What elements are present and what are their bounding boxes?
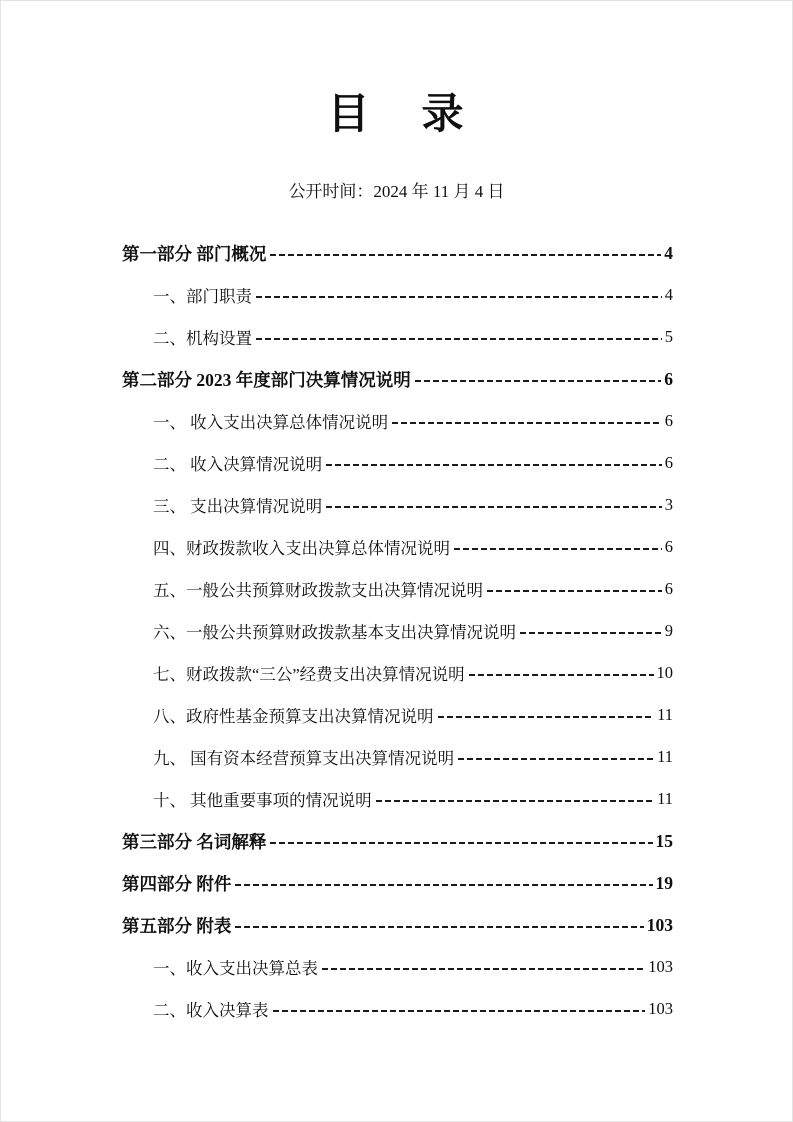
toc-entry-page-number: 103 [648,999,673,1018]
toc-entry [122,442,673,484]
toc-entry-label: 第三部分 名词解释 [122,831,267,852]
toc-entry [122,610,673,652]
toc-entry [122,736,673,778]
toc-entry [122,274,673,316]
dash-leader [415,380,662,382]
toc-entry-label: 二、收入决算表 [153,1001,269,1020]
toc-entry-page-number: 4 [664,285,673,304]
toc-entry [122,358,673,400]
dash-leader [270,254,661,256]
dash-leader [454,548,662,550]
dash-leader [520,632,662,634]
dash-leader [392,422,662,424]
toc-entry [122,400,673,442]
dash-leader [235,884,652,886]
dash-leader [235,926,643,928]
toc-entry [122,568,673,610]
toc-entry-page-number: 19 [655,872,673,893]
dash-leader [469,674,654,676]
toc-entry-label: 第五部分 附表 [122,915,232,936]
toc [122,232,673,1030]
toc-entry-page-number: 6 [664,411,673,430]
dash-leader [256,338,662,340]
dash-leader [458,758,654,760]
toc-entry-label: 第一部分 部门概况 [122,243,267,264]
toc-entry-label: 二、 收入决算情况说明 [153,455,323,474]
toc-entry [122,484,673,526]
toc-entry-label: 九、 国有资本经营预算支出决算情况说明 [153,749,455,768]
dash-leader [438,716,655,718]
toc-entry [122,316,673,358]
toc-entry-label: 二、机构设置 [153,329,252,348]
toc-entry-label: 三、 支出决算情况说明 [153,497,323,516]
dash-leader [270,842,652,844]
toc-entry-label: 一、 收入支出决算总体情况说明 [153,413,389,432]
dash-leader [322,968,645,970]
toc-entry [122,526,673,568]
toc-entry [122,988,673,1030]
toc-entry [122,778,673,820]
toc-entry-label: 十、 其他重要事项的情况说明 [153,791,372,810]
dash-leader [273,1010,646,1012]
toc-entry [122,694,673,736]
toc-entry [122,232,673,274]
toc-entry [122,904,673,946]
toc-entry-page-number: 103 [646,914,673,935]
toc-entry-label: 第二部分 2023 年度部门决算情况说明 [122,369,411,390]
toc-entry [122,862,673,904]
toc-entry-page-number: 11 [657,747,673,766]
toc-entry-page-number: 3 [664,495,673,514]
toc-entry-page-number: 6 [664,368,673,389]
toc-entry-label: 七、财政拨款“三公”经费支出决算情况说明 [153,665,465,684]
toc-entry [122,820,673,862]
dash-leader [326,464,662,466]
toc-entry-page-number: 6 [664,579,673,598]
dash-leader [326,506,662,508]
toc-entry-page-number: 10 [656,663,673,682]
toc-entry-page-number: 103 [648,957,673,976]
toc-entry-page-number: 6 [664,537,673,556]
toc-entry-label: 六、一般公共预算财政拨款基本支出决算情况说明 [153,623,516,642]
toc-entry-page-number: 4 [664,242,673,263]
publish-time: 公开时间：2024 年 11 月 4 日 [288,182,505,201]
dash-leader [376,800,654,802]
toc-entry-page-number: 11 [657,789,673,808]
toc-entry-label: 第四部分 附件 [122,873,232,894]
toc-entry-page-number: 6 [664,453,673,472]
toc-entry-page-number: 9 [664,621,673,640]
toc-entry-label: 一、部门职责 [153,287,252,306]
toc-entry-label: 四、财政拨款收入支出决算总体情况说明 [153,539,450,558]
toc-entry-label: 八、政府性基金预算支出决算情况说明 [153,707,434,726]
toc-entry-label: 五、一般公共预算财政拨款支出决算情况说明 [153,581,483,600]
dash-leader [487,590,662,592]
toc-entry-label: 一、收入支出决算总表 [153,959,318,978]
dash-leader [256,296,662,298]
toc-entry-page-number: 11 [657,705,673,724]
toc-entry-page-number: 5 [664,327,673,346]
toc-entry [122,946,673,988]
toc-entry [122,652,673,694]
toc-entry-page-number: 15 [655,830,673,851]
page-title: 目 录 [327,92,466,138]
